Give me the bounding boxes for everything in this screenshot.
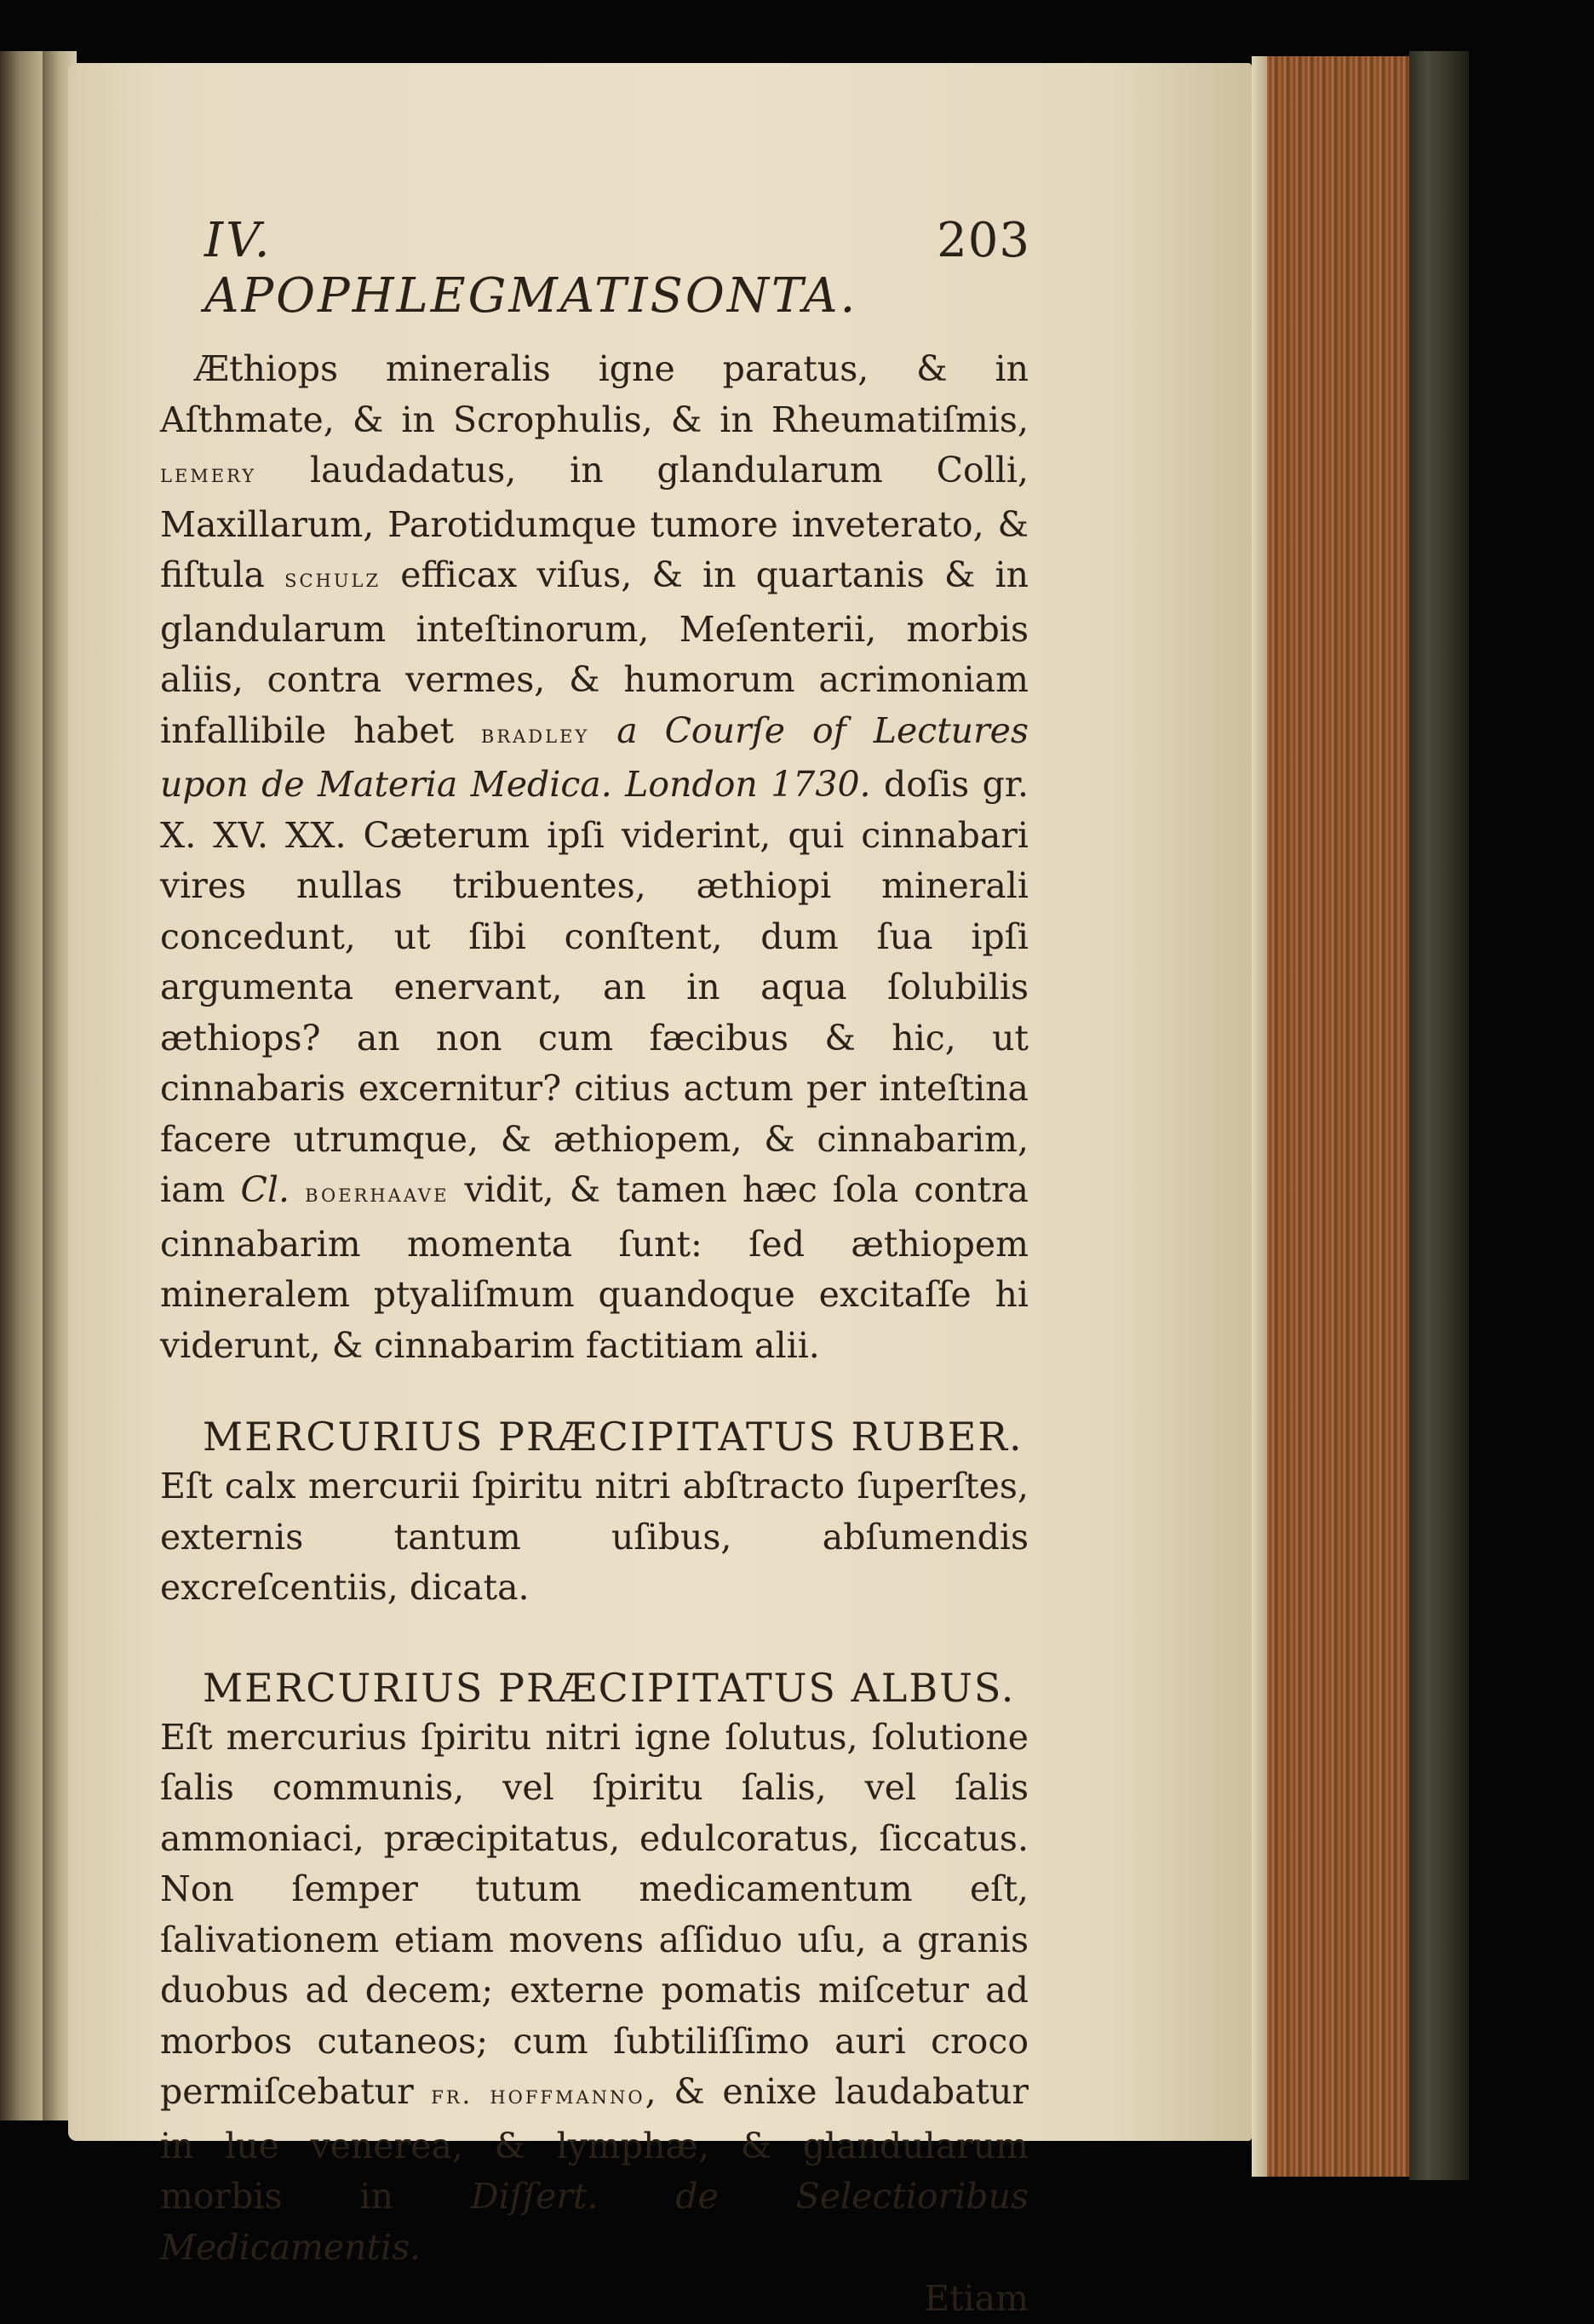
text-run: Eſt calx mercurii ſpiritu nitri abſtracto ſuperſtes, externis tantum uſibus, abſumendis excreſcentiis, dicata. — [160, 1466, 1029, 1608]
text-run: , & enixe laudabatur in lue venerea, & lymphæ, & glandularum morbis in — [160, 2071, 1029, 2217]
text-run — [589, 710, 616, 751]
text-run — [290, 1169, 305, 1210]
italic-citation: a Courſe of Lectures upon de Materia Medica. London 1730. — [160, 709, 1029, 805]
running-header — [204, 213, 1030, 324]
author-name: fr. hoffmanno — [431, 2080, 645, 2110]
book-cover — [1409, 51, 1469, 2180]
author-name: lemery — [160, 459, 257, 489]
text-run: doſis gr. X. XV. XX. Cæterum ipſi viderint, qui cinnabari vires nullas tribuentes, æthiopi minerali concedunt, ut ſibi conſtent, dum ſua ipſi argumenta enervant, an in aqua ſolubilis æthiops? an non cum fæcibus & hic, ut cinnabaris excernitur? citius actum per inteſtina facere utrumque, & æthiopem, & cinnabarim, iam — [160, 764, 1029, 1210]
entry-heading-albus: MERCURIUS PRÆCIPITATUS ALBUS. — [203, 1664, 1016, 1711]
paragraph-albus — [160, 1713, 1029, 2274]
text-run: Æthiops mineralis igne paratus, & in Aſthmate, & in Scrophulis, & in Rheumatiſmis, — [160, 348, 1029, 440]
page-text — [160, 213, 1029, 2324]
catchword: Etiam — [924, 2278, 1029, 2319]
text-run: laudadatus, in glandularum Colli, Maxillarum, Parotidumque tumore inveterato, & fiſtula — [160, 450, 1029, 595]
page-block-edge — [1252, 56, 1413, 2177]
paragraph-aethiops — [160, 344, 1029, 1371]
text-run: vidit, & tamen hæc ſola contra cinnabarim momenta ſunt: ſed æthiopem mineralem ptyaliſmum quandoque excitaſſe hi viderunt, & cinnabarim factitiam alii. — [160, 1169, 1029, 1366]
text-run: Eſt mercurius ſpiritu nitri igne ſolutus, ſolutione ſalis communis, vel ſpiritu ſalis, vel ſalis ammoniaci, præcipitatus, edulcoratus, ſiccatus. Non ſemper tutum medicamentum eſt, ſalivationem etiam movens aſſiduo uſu, a granis duobus ad decem; externe pomatis miſcetur ad morbos cutaneos; cum ſubtiliſſimo auri croco permiſcebatur — [160, 1716, 1029, 2112]
page-number: 203 — [937, 213, 1030, 268]
author-name: schulz — [284, 564, 381, 594]
author-name: bradley — [480, 719, 590, 749]
paragraph-ruber — [160, 1461, 1029, 1614]
author-name: boerhaave — [305, 1179, 450, 1208]
text-run: efficax viſus, & in quartanis & in glandularum inteſtinorum, Meſenterii, morbis aliis, contra vermes, & humorum acrimoniam infallibile habet — [160, 554, 1029, 751]
italic-citation: Cl. — [240, 1169, 290, 1210]
italic-citation: Diſſert. de Selectioribus Medicamentis. — [160, 2176, 1029, 2268]
header-title: IV. APOPHLEGMATISONTA. — [204, 213, 858, 324]
entry-heading-ruber: MERCURIUS PRÆCIPITATUS RUBER. — [203, 1414, 1023, 1460]
